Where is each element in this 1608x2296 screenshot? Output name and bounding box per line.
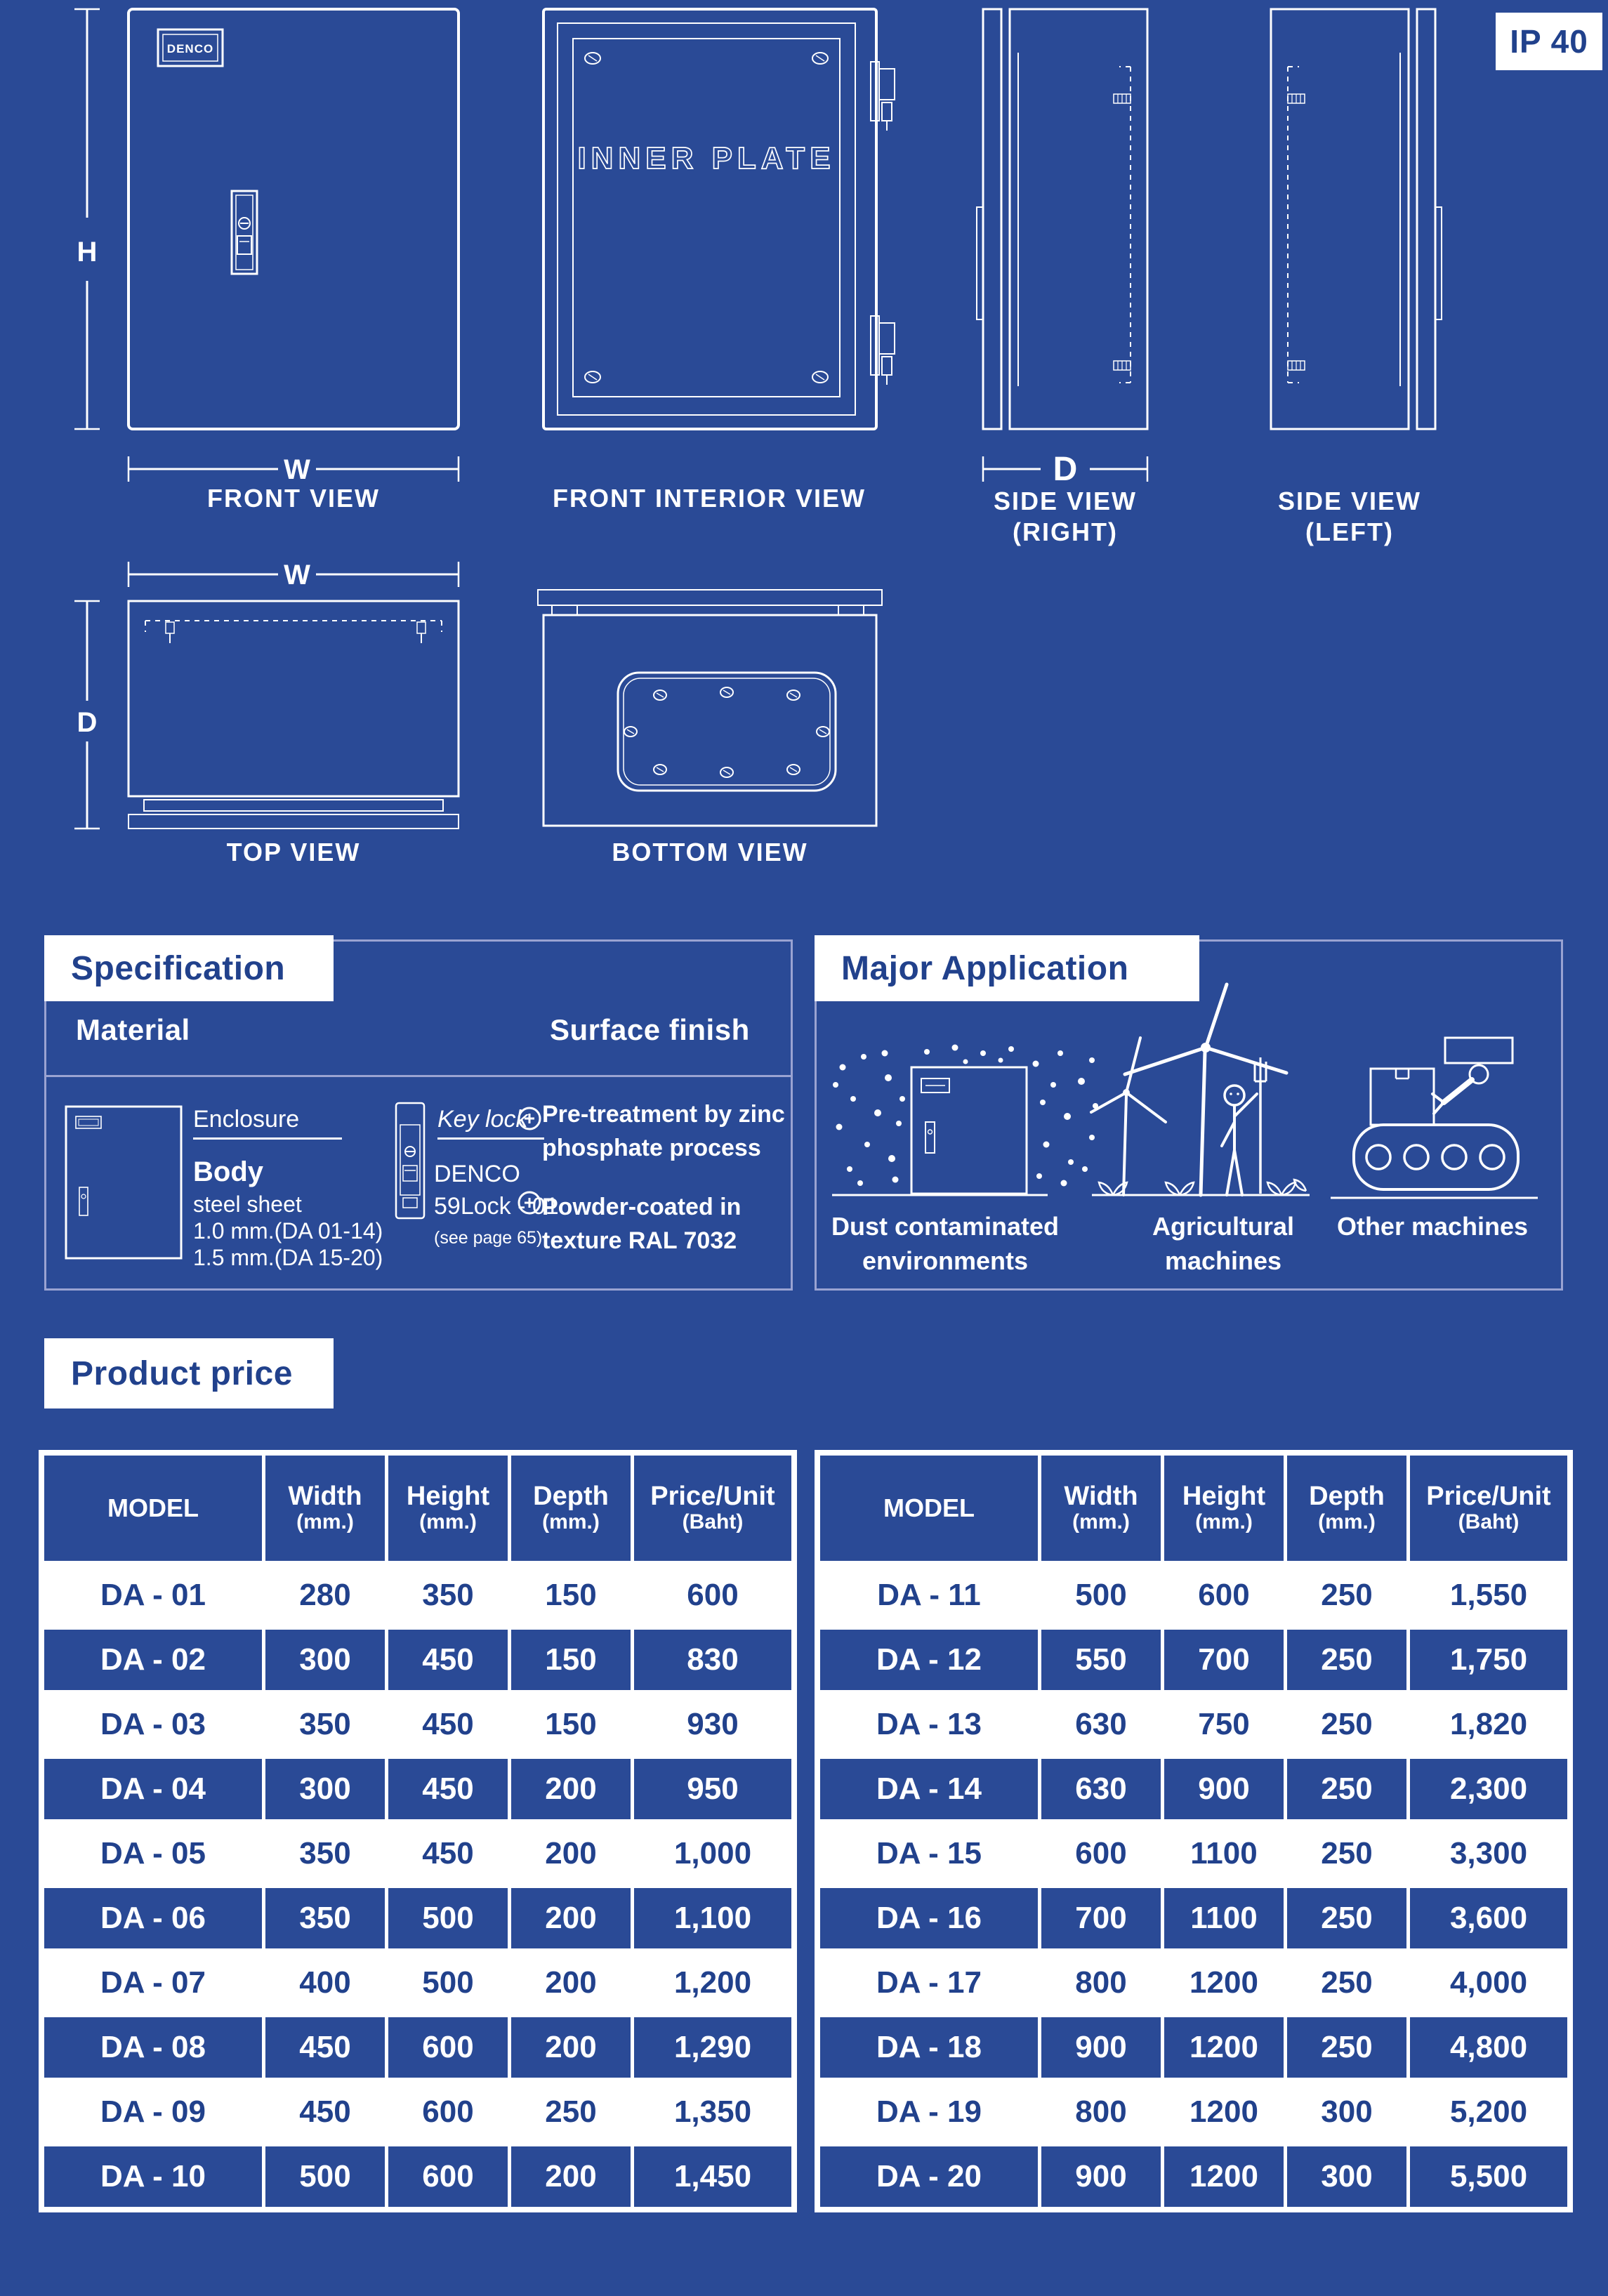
cell: 1200 [1164,2146,1284,2207]
cell-model: DA - 19 [820,2082,1038,2142]
cell-model: DA - 10 [44,2146,262,2207]
surface-finish-heading: Surface finish [550,1013,750,1046]
surface-item-line: Powder-coated in [542,1194,742,1220]
enclosure-label: Enclosure [193,1106,342,1140]
robot-machine-icon [1320,1011,1552,1208]
bottom-view-drawing [520,555,913,878]
cell: 200 [511,1888,631,1948]
cell: 250 [1287,1630,1406,1690]
dim-h-label: H [77,237,98,268]
cell: 950 [634,1759,791,1819]
cell: 4,000 [1410,1953,1567,2013]
bottom-view-label: BOTTOM VIEW [612,838,808,866]
cell: 200 [511,2146,631,2207]
depth-dimension [983,451,1147,488]
cell: 300 [265,1759,385,1819]
plate-studs [1114,94,1131,370]
body-line: 1.0 mm.(DA 01-14) [193,1218,383,1243]
surface-item-line: Pre-treatment by zinc [542,1101,785,1128]
cell: 250 [511,2082,631,2142]
cell-model: DA - 09 [44,2082,262,2142]
cell: 350 [265,1888,385,1948]
robot-arm [1432,1038,1513,1114]
inner-plate-text: INNER PLATE [577,141,836,176]
app-item-line: environments [862,1246,1029,1275]
keylock-label: Key lock [437,1106,544,1140]
cell: 900 [1164,1759,1284,1819]
side-view-left-label: SIDE VIEW [1277,487,1422,515]
cell: 600 [388,2146,508,2207]
cell: 1,450 [634,2146,791,2207]
cell: 830 [634,1630,791,1690]
cell: 1,000 [634,1823,791,1884]
cell: 800 [1041,2082,1161,2142]
material-heading: Material [76,1013,190,1046]
cell: 150 [511,1630,631,1690]
plate-studs [1288,94,1305,370]
dust-environment-icon [822,1039,1102,1201]
price-table-left [39,1450,797,2212]
inner-plate-dashed [1288,67,1299,383]
agricultural-machines-icon [1081,983,1320,1201]
cell: 450 [265,2082,385,2142]
cell: 900 [1041,2017,1161,2078]
col-header-price: Price/Unit (Baht) [634,1456,791,1561]
surface-item-line: phosphate process [542,1135,761,1161]
col-header-width: Width (mm.) [1041,1456,1161,1561]
col-header-height: Height (mm.) [388,1456,508,1561]
body-line: 1.5 mm.(DA 15-20) [193,1245,383,1270]
farmer-figure [1222,1086,1257,1195]
specification-title-text: Specification [71,949,286,987]
ip-rating-badge [1496,13,1602,70]
top-view-label: TOP VIEW [226,838,361,866]
cell: 1,820 [1410,1694,1567,1755]
cell: 280 [265,1565,385,1625]
cell: 900 [1041,2146,1161,2207]
cell: 800 [1041,1953,1161,2013]
divider [44,1075,793,1077]
front-interior-view-drawing [520,0,913,548]
cell-model: DA - 14 [820,1759,1038,1819]
app-item-label [1306,1209,1559,1243]
cell: 700 [1041,1888,1161,1948]
col-header-model: MODEL [44,1456,262,1561]
cell-model: DA - 12 [820,1630,1038,1690]
side-view-right-sublabel: (RIGHT) [1013,517,1118,546]
cell-model: DA - 16 [820,1888,1038,1948]
cell: 450 [388,1759,508,1819]
cell-model: DA - 02 [44,1630,262,1690]
cell: 250 [1287,1565,1406,1625]
side-view-left-sublabel: (LEFT) [1305,517,1394,546]
cell: 300 [1287,2146,1406,2207]
dim-w-label: W [284,560,310,591]
cell: 250 [1287,1823,1406,1884]
cell: 450 [388,1694,508,1755]
hinge-studs [166,622,426,643]
cell-model: DA - 06 [44,1888,262,1948]
hinge-icon-bottom [871,316,895,385]
side-view-right-label: SIDE VIEW [993,487,1138,515]
cell: 4,800 [1410,2017,1567,2078]
cell: 600 [634,1565,791,1625]
cell: 200 [511,1823,631,1884]
col-header-depth: Depth (mm.) [511,1456,631,1561]
cell: 750 [1164,1694,1284,1755]
cell: 1200 [1164,2017,1284,2078]
col-header-height: Height (mm.) [1164,1456,1284,1561]
cell: 600 [388,2082,508,2142]
depth-dimension [74,601,100,829]
app-item-line: Other machines [1336,1212,1529,1241]
cell: 250 [1287,1888,1406,1948]
cutout-screws [624,687,829,777]
front-view-label: FRONT VIEW [207,484,380,513]
app-item-line: Dust contaminated [831,1212,1060,1241]
col-header-model: MODEL [820,1456,1038,1561]
box [1371,1069,1434,1125]
cell-model: DA - 20 [820,2146,1038,2207]
plate-screws [585,53,828,383]
cell-model: DA - 03 [44,1694,262,1755]
major-application-title-text: Major Application [841,949,1129,987]
cell: 450 [388,1823,508,1884]
dust-dots [833,1045,1098,1187]
app-item-line: machines [1164,1246,1282,1275]
cell: 630 [1041,1759,1161,1819]
cell: 250 [1287,2017,1406,2078]
cell: 150 [511,1694,631,1755]
keylock-icon [392,1101,428,1220]
cell: 350 [388,1565,508,1625]
cell: 1,550 [1410,1565,1567,1625]
cell-model: DA - 15 [820,1823,1038,1884]
cell: 450 [265,2017,385,2078]
surface-item-line: texture RAL 7032 [542,1227,737,1254]
cell: 250 [1287,1759,1406,1819]
cell: 550 [1041,1630,1161,1690]
cell-model: DA - 13 [820,1694,1038,1755]
cell: 1,290 [634,2017,791,2078]
col-header-price: Price/Unit (Baht) [1410,1456,1567,1561]
keylock-line: 59Lock - 01 [434,1193,559,1220]
cell: 200 [511,1953,631,2013]
cell: 150 [511,1565,631,1625]
price-table-right [815,1450,1573,2212]
front-view-drawing [56,0,477,548]
logo-text: DENCO [166,42,214,55]
cell: 500 [1041,1565,1161,1625]
inner-plate-dashed [1119,67,1131,383]
cell: 350 [265,1694,385,1755]
cell-model: DA - 04 [44,1759,262,1819]
cell-model: DA - 17 [820,1953,1038,2013]
cell: 500 [388,1953,508,2013]
cell: 600 [388,2017,508,2078]
specification-title [44,935,334,1001]
cell-model: DA - 07 [44,1953,262,2013]
cell: 500 [265,2146,385,2207]
product-price-title-text: Product price [71,1354,293,1392]
cell: 600 [1164,1565,1284,1625]
side-view-left-drawing [1243,0,1468,562]
col-header-depth: Depth (mm.) [1287,1456,1406,1561]
cell: 350 [265,1823,385,1884]
cell: 3,600 [1410,1888,1567,1948]
cell: 930 [634,1694,791,1755]
cell: 250 [1287,1953,1406,2013]
dim-d-label: D [77,707,98,738]
enclosure-icon [64,1104,183,1260]
cell: 1200 [1164,2082,1284,2142]
door-dashed-edge [145,621,442,632]
hinge-icon-top [871,62,895,131]
cell: 3,300 [1410,1823,1567,1884]
width-dimension [128,454,459,485]
body-label: Body [193,1156,263,1187]
cell: 1200 [1164,1953,1284,2013]
cell: 500 [388,1888,508,1948]
cell-model: DA - 08 [44,2017,262,2078]
cell: 1100 [1164,1888,1284,1948]
cell: 2,300 [1410,1759,1567,1819]
keylock-line: DENCO [434,1161,520,1187]
cell: 700 [1164,1630,1284,1690]
app-item-label [815,1209,1076,1278]
cell: 1,200 [634,1953,791,2013]
cell: 5,200 [1410,2082,1567,2142]
denco-logo [158,29,223,66]
cell: 200 [511,1759,631,1819]
circle-plus-icon [515,1189,543,1217]
wind-turbine-small [1091,1038,1166,1195]
cell: 1,350 [634,2082,791,2142]
cell: 5,500 [1410,2146,1567,2207]
ip-rating-text: IP 40 [1510,23,1588,60]
app-item-line: Agricultural [1152,1212,1295,1241]
width-dimension [128,560,459,591]
cell-model: DA - 11 [820,1565,1038,1625]
cell: 400 [265,1953,385,2013]
cell: 630 [1041,1694,1161,1755]
col-header-width: Width (mm.) [265,1456,385,1561]
cell: 250 [1287,1694,1406,1755]
cell-model: DA - 18 [820,2017,1038,2078]
wind-turbine-large [1125,984,1286,1195]
dim-d-label: D [1053,451,1078,488]
body-line: steel sheet [193,1192,302,1217]
top-view-drawing [56,555,477,878]
height-dimension [74,9,100,429]
cell: 1,750 [1410,1630,1567,1690]
product-price-title [44,1338,334,1408]
cell: 600 [1041,1823,1161,1884]
dim-w-label: W [284,454,310,485]
cell: 1,100 [634,1888,791,1948]
side-view-right-drawing [955,0,1180,562]
cell: 1100 [1164,1823,1284,1884]
cell: 300 [1287,2082,1406,2142]
door-lock-icon [232,191,257,274]
cell: 200 [511,2017,631,2078]
keylock-note: (see page 65) [434,1228,543,1248]
cell: 300 [265,1630,385,1690]
circle-plus-icon [515,1104,543,1133]
cell-model: DA - 05 [44,1823,262,1884]
front-interior-view-label: FRONT INTERIOR VIEW [553,484,866,513]
pitchfork [1255,1057,1266,1194]
cell: 450 [388,1630,508,1690]
cell-model: DA - 01 [44,1565,262,1625]
